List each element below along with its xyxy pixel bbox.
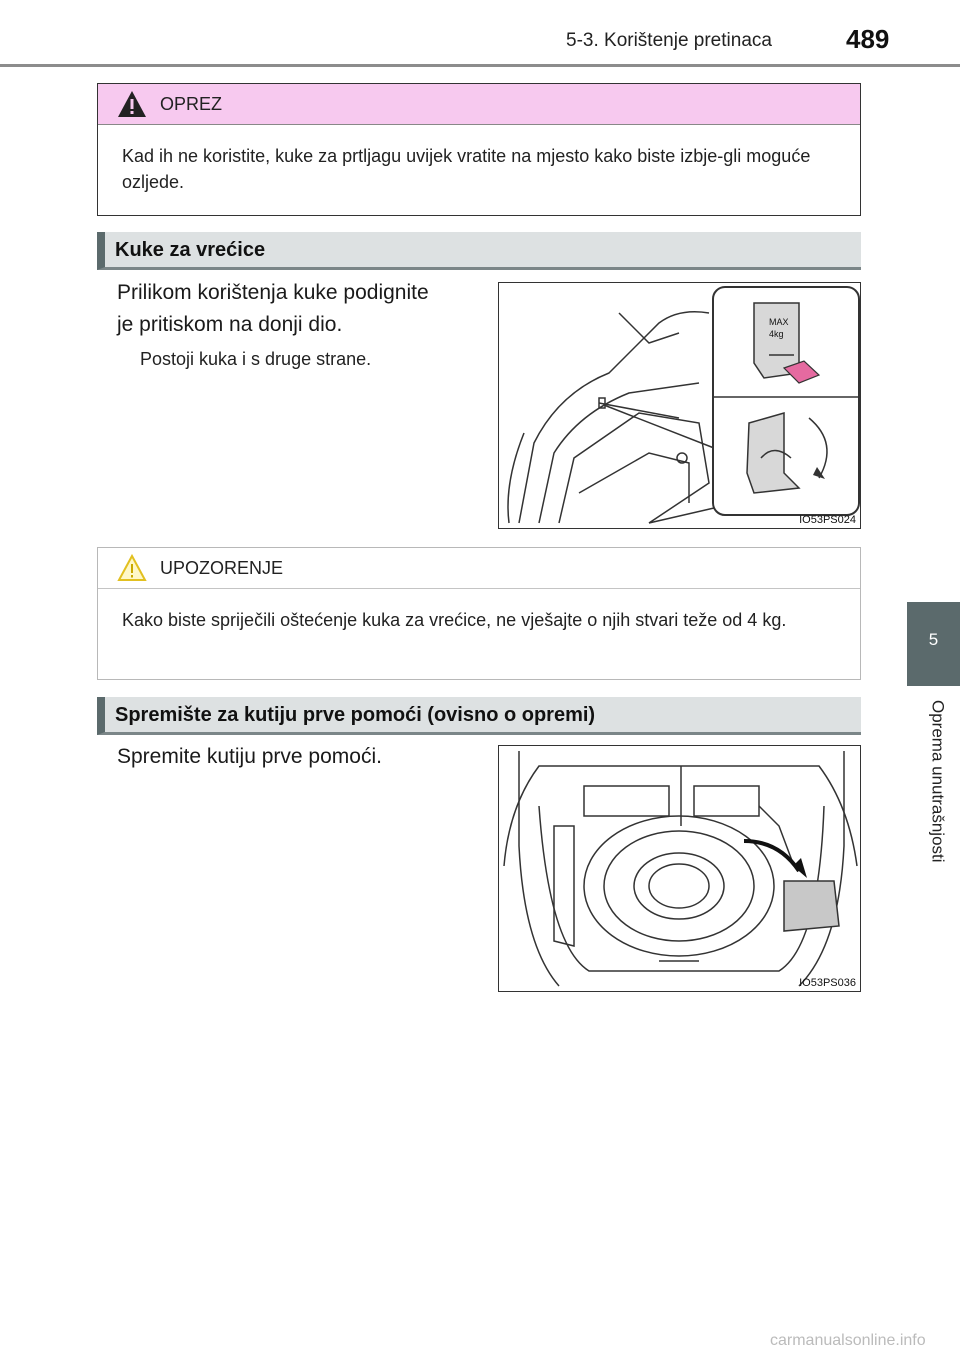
watermark: carmanualsonline.info	[770, 1332, 926, 1349]
section1-note: Postoji kuka i s druge strane.	[140, 349, 372, 369]
page-number: 489	[846, 24, 890, 54]
figure-bag-hooks	[498, 282, 861, 529]
warning-header	[98, 548, 860, 589]
header-rule	[0, 64, 960, 67]
hook-max-label: MAX	[769, 317, 789, 327]
first-aid-compartment	[784, 881, 839, 931]
chapter-title-vertical	[907, 700, 960, 920]
figure-first-aid-storage	[498, 745, 861, 992]
trunk-hook-illustration	[499, 283, 861, 529]
trunk-storage-illustration	[499, 746, 861, 992]
section2-body: Spremite kutiju prve pomoći.	[117, 745, 382, 768]
warning-box	[97, 547, 861, 680]
chapter-title: Oprema unutrašnjosti	[928, 700, 948, 863]
warning-title: UPOZORENJE	[160, 558, 284, 578]
section1-body-line2: je pritiskom na donji dio.	[117, 313, 343, 336]
chapter-number: 5	[928, 630, 939, 649]
warning-triangle-filled-icon	[116, 89, 148, 119]
running-header-section: 5-3. Korištenje pretinaca	[566, 30, 772, 51]
chapter-tab	[907, 602, 960, 686]
figure-code: IO53PS036	[799, 977, 856, 989]
caution-text: Kad ih ne koristite, kuke za prtljagu uvijek vratite na mjesto kako biste izbje-gli moguće ozljede.	[122, 146, 811, 192]
caution-header	[98, 84, 860, 125]
warning-text: Kako biste spriječili oštećenje kuka za vrećice, ne vješajte o njih stvari teže od 4 kg.	[122, 610, 787, 630]
section-heading-first-aid	[97, 697, 861, 735]
section-heading-text: Kuke za vrećice	[115, 239, 266, 261]
section1-body-line1: Prilikom korištenja kuke podignite	[117, 281, 429, 304]
figure-code: IO53PS024	[799, 514, 856, 526]
hook-weight-label: 4kg	[769, 329, 784, 339]
warning-triangle-outline-icon	[116, 553, 148, 583]
section-heading-text: Spremište za kutiju prve pomoći (ovisno o opremi)	[115, 704, 596, 726]
caution-title: OPREZ	[160, 94, 223, 114]
caution-box	[97, 83, 861, 216]
section-heading-bag-hooks	[97, 232, 861, 270]
